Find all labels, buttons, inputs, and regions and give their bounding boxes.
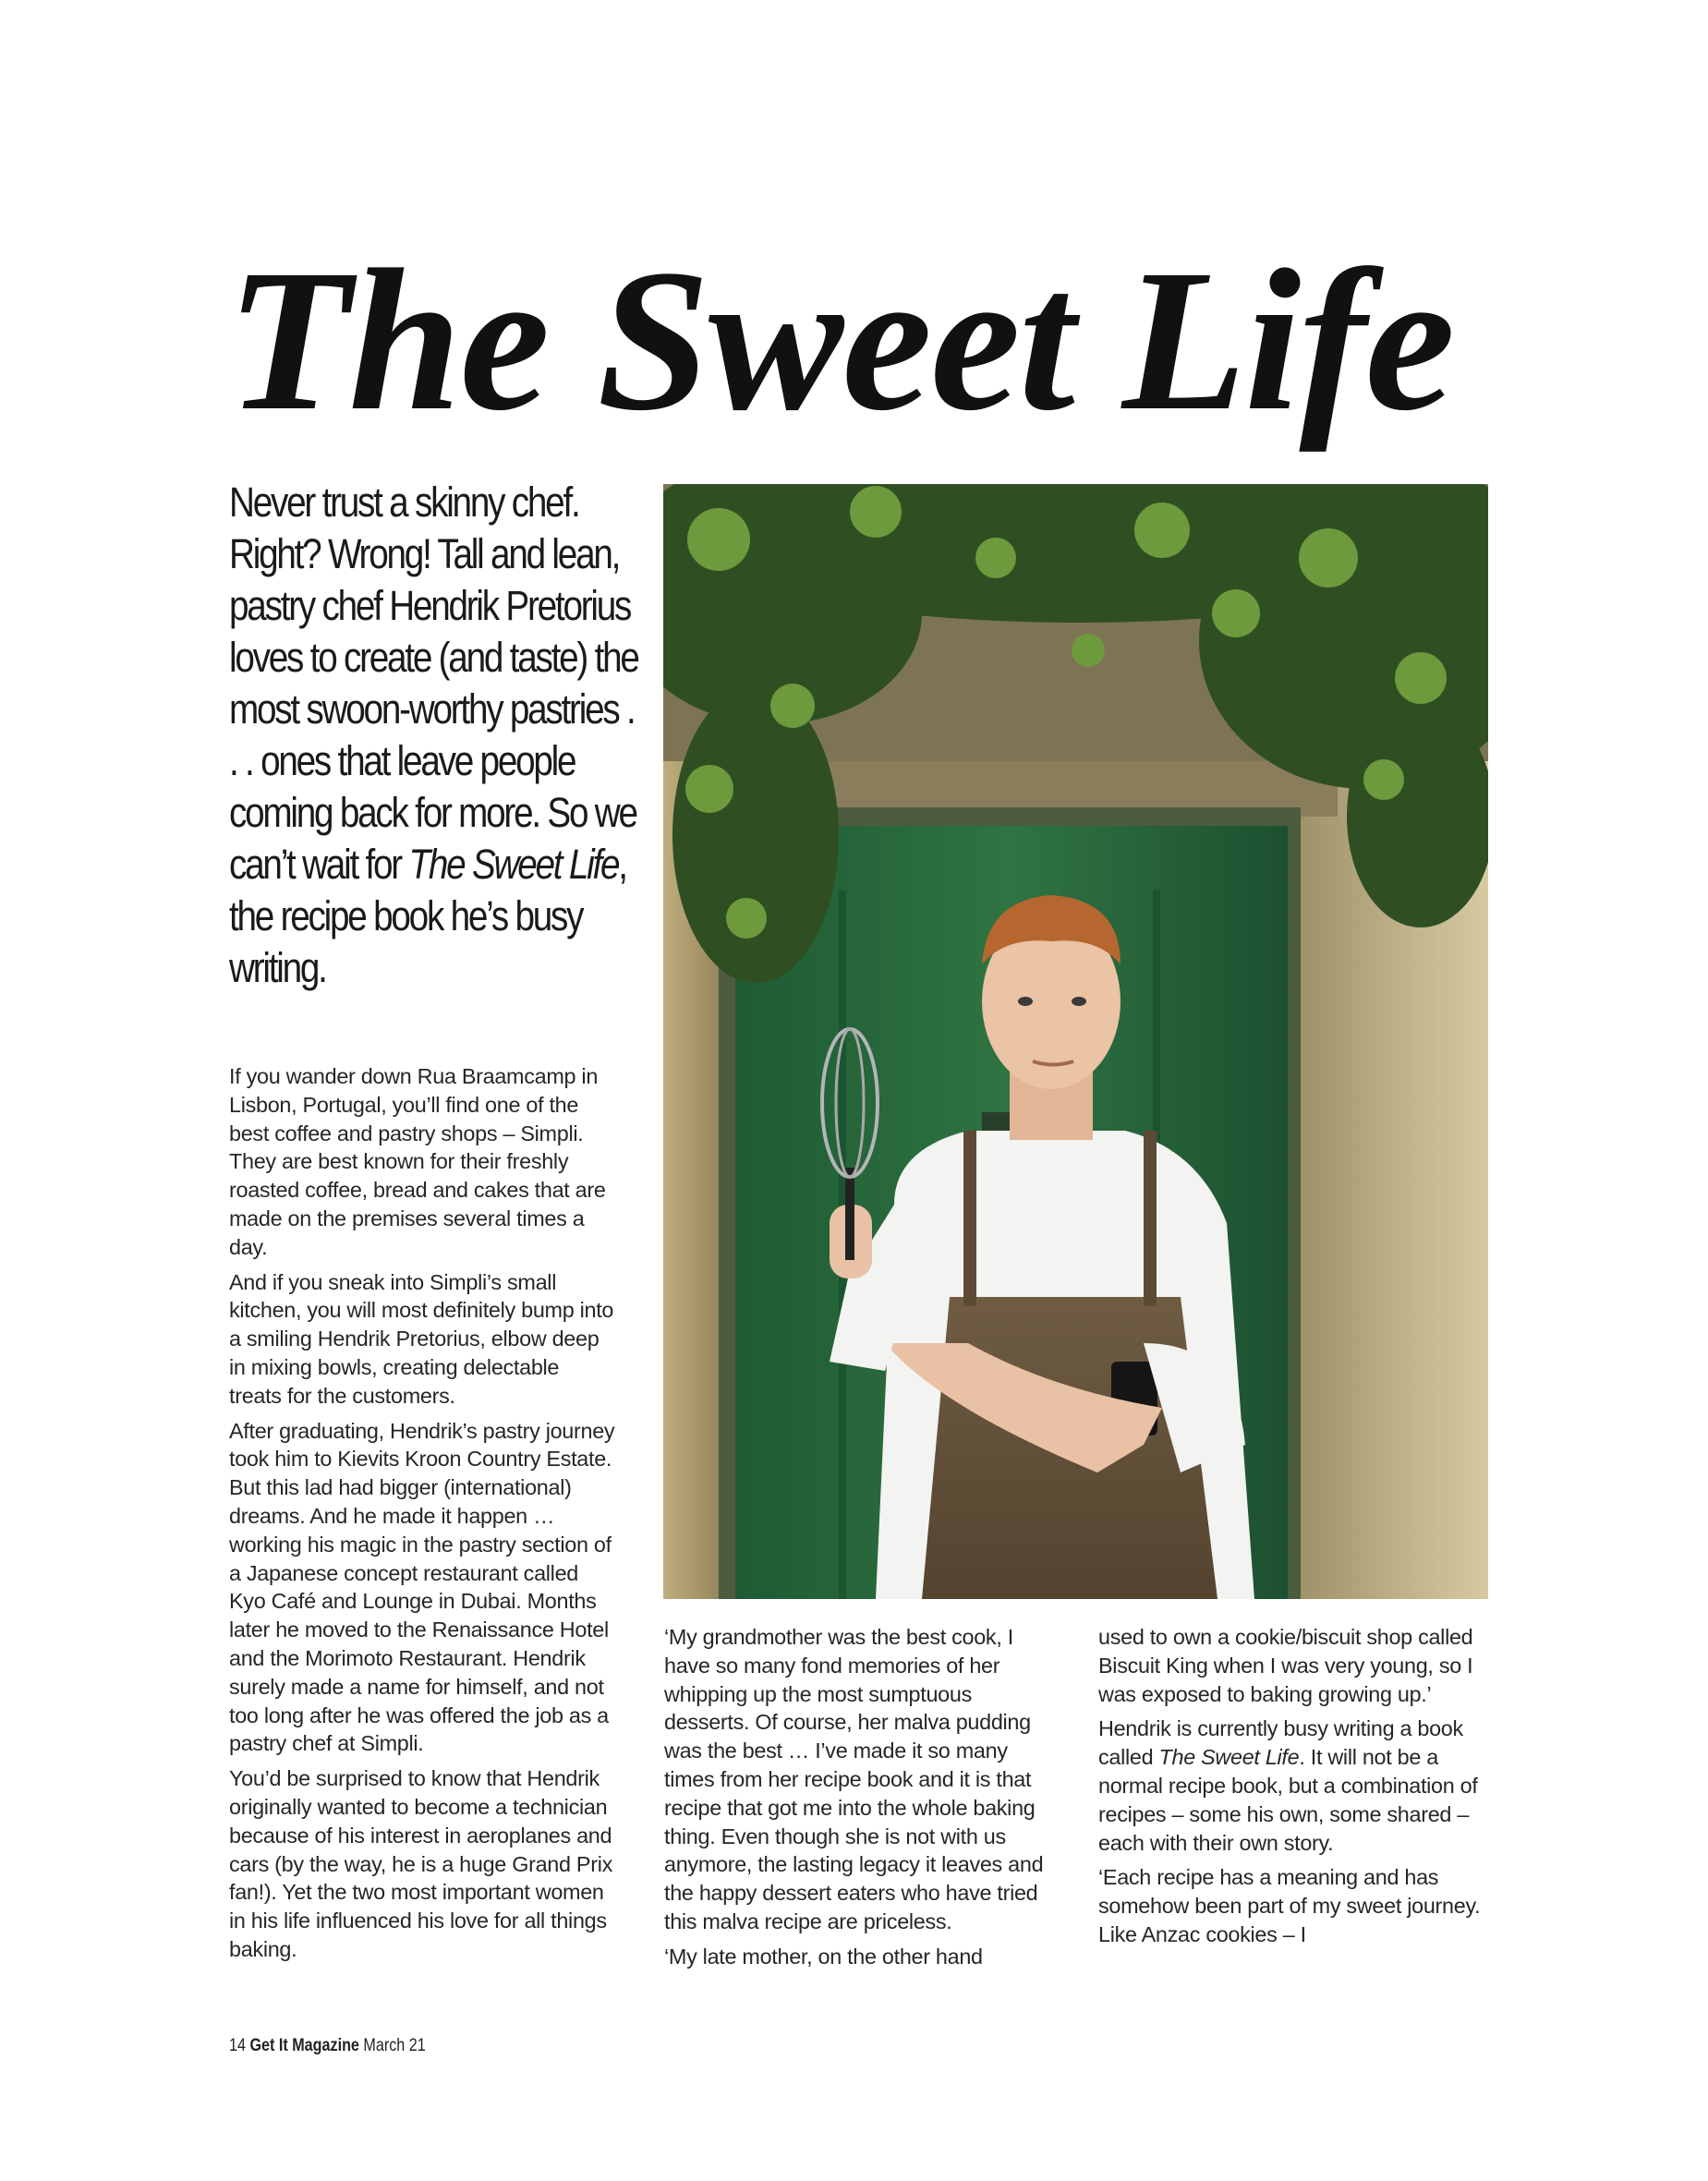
standfirst-text-2: , the recipe book he’s busy writing. xyxy=(229,841,626,991)
body-column-2 xyxy=(664,1623,1052,1978)
standfirst-book-title: The Sweet Life xyxy=(408,841,619,888)
paragraph: ‘My grandmother was the best cook, I have so many fond memories of her whipping up the most sumptuous desserts. Of course, her malva pudding was the best … I’ve made it so many times from her recipe book and it is that recipe that got me into the whole baking thing. Even though she is not with us anymore, the lasting legacy it leaves and the happy dessert eaters who have tried this malva recipe are priceless. xyxy=(664,1625,1044,1933)
paragraph: If you wander down Rua Braamcamp in Lisbon, Portugal, you’ll find one of the best coffee and pastry shops – Simpli. They are best known for their freshly roasted coffee, bread and cakes that are made on the premises several times a day. xyxy=(229,1064,606,1259)
page-number: 14 xyxy=(229,2036,246,2055)
paragraph: You’d be surprised to know that Hendrik originally wanted to become a technician because of his interest in aeroplanes and cars (by the way, he is a huge Grand Prix fan!). Yet the two most important women in his life influenced his love for all things baking. xyxy=(229,1766,612,1961)
paragraph-text: . It will not be a normal recipe book, but a combination of recipes – some his own, some shared – each with their own story. xyxy=(1098,1745,1478,1855)
paragraph: ‘Each recipe has a meaning and has somehow been part of my sweet journey. Like Anzac cookies – I xyxy=(1098,1865,1481,1946)
book-title: The Sweet Life xyxy=(1158,1745,1300,1770)
standfirst-text-1: Never trust a skinny chef. Right? Wrong! Tall and lean, pastry chef Hendrik Pretorius loves to create (and taste) the most swoon-worthy pastries . . . ones that leave people coming back for more. So we can’t wait for xyxy=(229,479,638,888)
body-column-3 xyxy=(1098,1623,1486,1956)
paragraph: used to own a cookie/biscuit shop called Biscuit King when I was very young, so I was exposed to baking growing up.’ xyxy=(1098,1625,1473,1706)
paragraph: And if you sneak into Simpli’s small kitchen, you will most definitely bump into a smiling Hendrik Pretorius, elbow deep in mixing bowls, creating delectable treats for the customers. xyxy=(229,1269,614,1408)
paragraph-text: Hendrik is currently busy writing a book called xyxy=(1098,1716,1463,1770)
paragraph: After graduating, Hendrik’s pastry journey took him to Kievits Kroon Country Estate. But this lad had bigger (international) dreams. And he made it happen … working his magic in the pastry section of a Japanese concept restaurant called Kyo Café and Lounge in Dubai. Months later he moved to the Renaissance Hotel and the Morimoto Restaurant. Hendrik surely made a name for himself, and not too long after he was offered the job as a pastry chef at Simpli. xyxy=(229,1418,615,1756)
paragraph xyxy=(1098,1715,1486,1857)
page-footer xyxy=(229,2036,426,2056)
chef-photo xyxy=(663,484,1488,1599)
magazine-name: Get It Magazine xyxy=(249,2036,359,2055)
paragraph: ‘My late mother, on the other hand xyxy=(664,1944,983,1969)
body-column-1 xyxy=(229,1062,617,1970)
standfirst xyxy=(229,477,642,994)
article-title: The Sweet Life xyxy=(226,227,1454,453)
issue-date: March 21 xyxy=(363,2036,426,2055)
